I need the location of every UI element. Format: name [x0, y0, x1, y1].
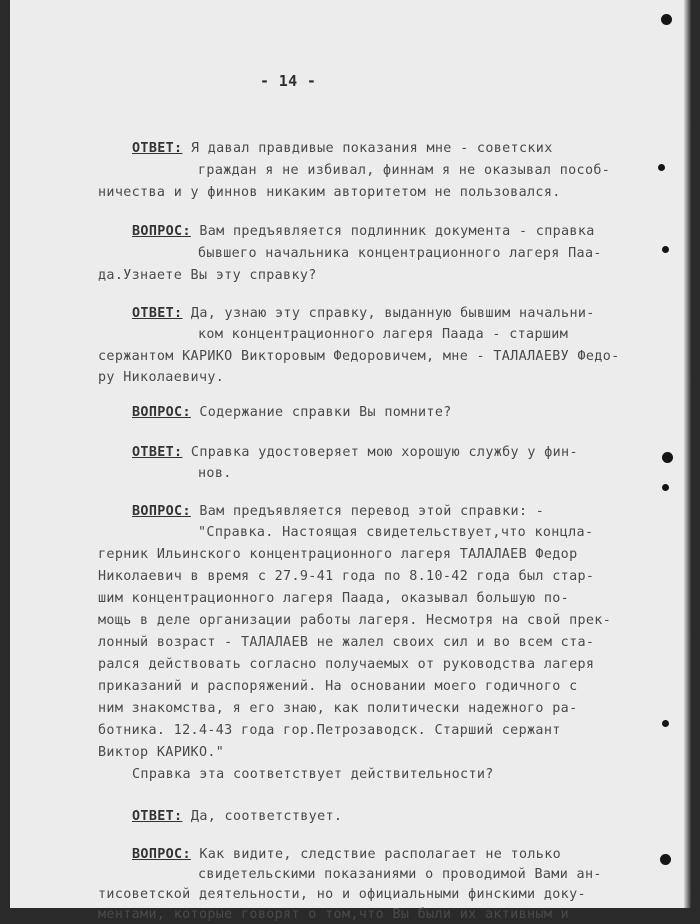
typewritten-text [10, 0, 692, 922]
document-page [10, 0, 692, 922]
answer-line: нов. [198, 466, 232, 481]
answer-line: ру Николаевичу. [98, 370, 225, 385]
answer-line: ничества и у финнов никаким авторитетом не пользовался. [98, 185, 561, 200]
question-line: Справка эта соответствует действительности? [132, 767, 494, 782]
quote-line: мощь в деле организации работы лагеря. Несмотря на свой прек- [98, 613, 612, 628]
quote-line: ботника. 12.4-43 года гор.Петрозаводск. Старший сержант [98, 723, 561, 738]
binding-hole [658, 164, 665, 171]
answer-label: ОТВЕТ: [132, 141, 183, 156]
quote-line: приказаний и распоряжений. На основании моего годичного с [98, 679, 578, 694]
binding-hole [661, 14, 672, 25]
question-line: ВОПРОС: Вам предъявляется подлинник документа - справка [132, 224, 595, 239]
quote-line: "Справка. Настоящая свидетельствует,что концла- [198, 525, 594, 540]
answer-line: ОТВЕТ: Да, соответствует. [132, 809, 343, 824]
binding-hole [662, 246, 669, 253]
question-line: да.Узнаете Вы эту справку? [98, 268, 317, 283]
quote-line: герник Ильинского концентрационного лагеря ТАЛАЛАЕВ Федор [98, 547, 578, 562]
question-label: ВОПРОС: [132, 224, 191, 239]
question-line: ВОПРОС: Вам предъявляется перевод этой справки: - [132, 504, 545, 519]
question-line: тисоветской деятельности, но и официальными финскими доку- [98, 887, 586, 902]
question-label: ВОПРОС: [132, 405, 191, 420]
answer-line: ком концентрационного лагеря Паада - старшим [198, 327, 569, 342]
question-line: ВОПРОС: Как видите, следствие располагает не только [132, 847, 562, 862]
answer-line: граждан я не избивал, финнам я не оказывал пособ- [198, 163, 611, 178]
answer-label: ОТВЕТ: [132, 306, 183, 321]
answer-label: ОТВЕТ: [132, 445, 183, 460]
binding-hole [662, 720, 669, 727]
question-line: ВОПРОС: Содержание справки Вы помните? [132, 405, 452, 420]
binding-hole [660, 854, 671, 865]
question-line: свидетельскими показаниями о проводимой Вами ан- [198, 867, 602, 882]
quote-line: рался действовать согласно получаемых от руководства лагеря [98, 657, 595, 672]
question-label: ВОПРОС: [132, 504, 191, 519]
answer-label: ОТВЕТ: [132, 809, 183, 824]
quote-line: Николаевич в время с 27.9-41 года по 8.10-42 года был стар- [98, 569, 595, 584]
question-line: ментами, которые говорят о том,что Вы были их активным и [98, 907, 570, 922]
question-line: бывшего начальника концентрационного лагеря Паа- [198, 246, 602, 261]
question-label: ВОПРОС: [132, 847, 191, 862]
answer-line: ОТВЕТ: Справка удостоверяет мою хорошую службу у фин- [132, 445, 578, 460]
binding-hole [662, 452, 673, 463]
quote-line: лонный возраст - ТАЛАЛАЕВ не жалел своих сил и во всем ста- [98, 635, 595, 650]
binding-hole [662, 484, 669, 491]
quote-line: ним знакомства, я его знаю, как политически надежного ра- [98, 701, 578, 716]
page-number: - 14 - [260, 72, 317, 90]
page-edge-shadow [684, 0, 692, 908]
answer-line: ОТВЕТ: Я давал правдивые показания мне - советских [132, 141, 553, 156]
answer-line: ОТВЕТ: Да, узнаю эту справку, выданную бывшим начальни- [132, 306, 595, 321]
quote-line: шим концентрационного лагеря Паада, оказывал большую по- [98, 591, 570, 606]
answer-line: сержантом КАРИКО Викторовым Федоровичем, мне - ТАЛАЛАЕВУ Федо- [98, 349, 620, 364]
quote-line: Виктор КАРИКО." [98, 745, 225, 760]
